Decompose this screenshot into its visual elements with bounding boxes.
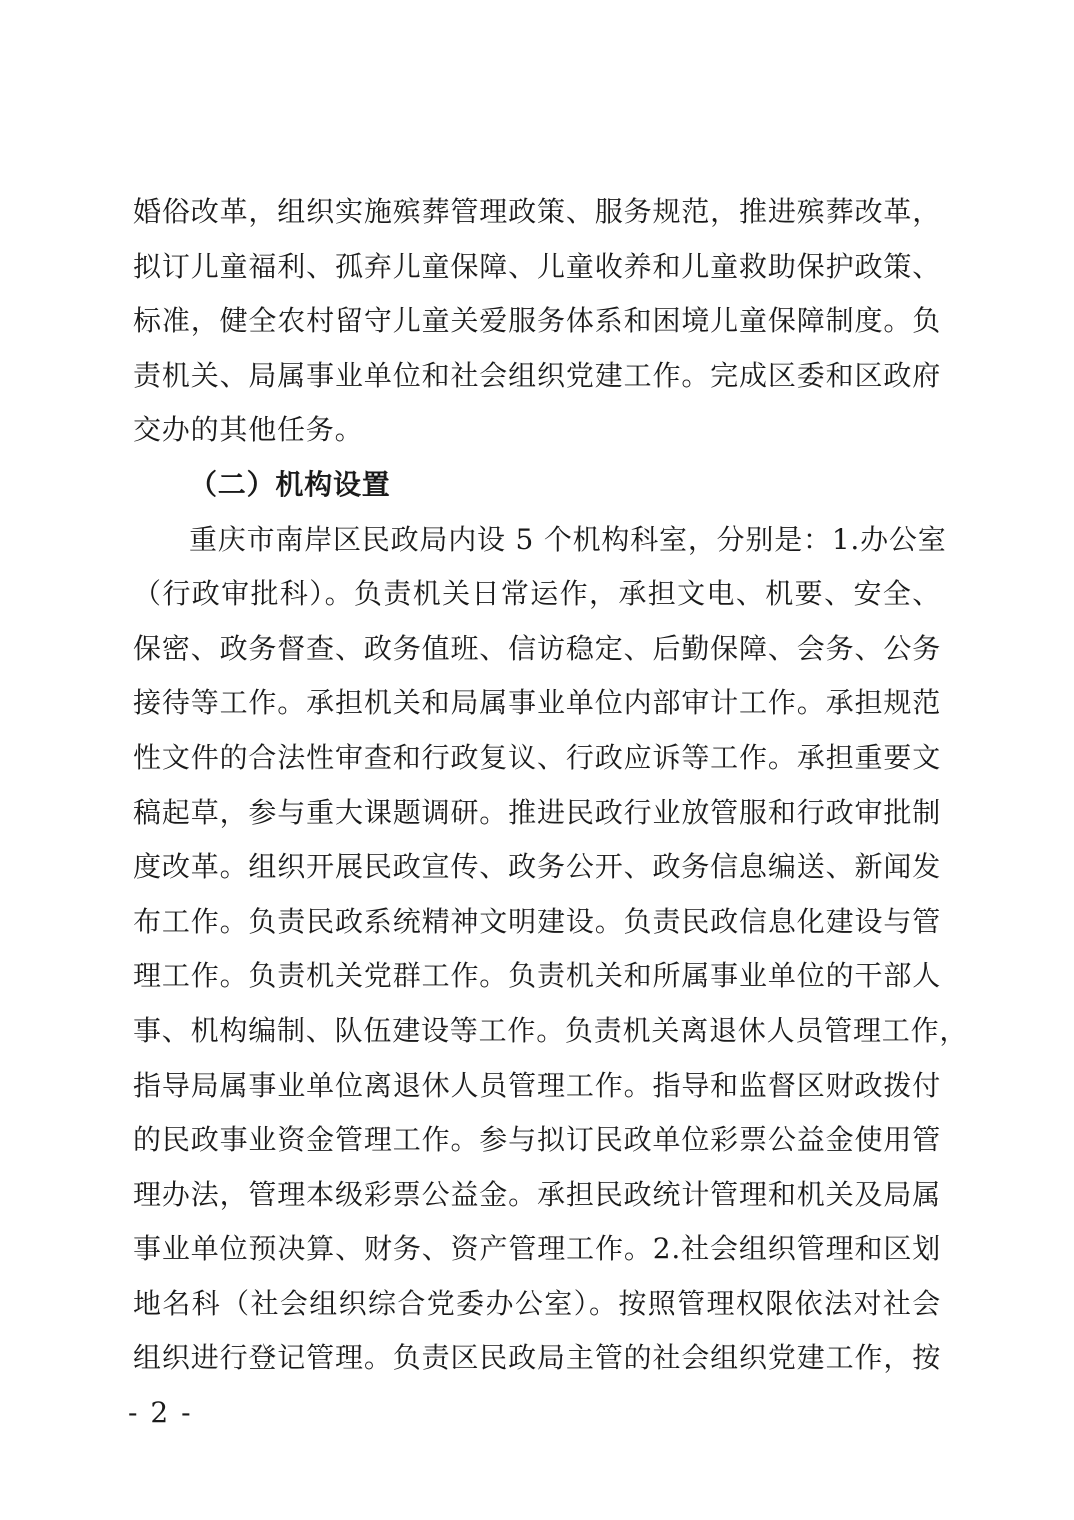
- text-line: 理办法，管理本级彩票公益金。承担民政统计管理和机关及局属: [133, 1177, 941, 1211]
- text-line: 保密、政务督查、政务值班、信访稳定、后勤保障、会务、公务: [133, 631, 941, 665]
- body-text: [133, 185, 969, 1386]
- text-line: 重庆市南岸区民政局内设 5 个机构科室，分别是：1.办公室: [189, 522, 947, 556]
- text-line: 婚俗改革，组织实施殡葬管理政策、服务规范，推进殡葬改革，: [133, 195, 941, 228]
- text-line: 拟订儿童福利、孤弃儿童保障、儿童收养和儿童救助保护政策、: [133, 249, 941, 283]
- text-line: 稿起草，参与重大课题调研。推进民政行业放管服和行政审批制: [133, 795, 941, 829]
- text-line: （行政审批科）。负责机关日常运作，承担文电、机要、安全、: [133, 577, 941, 611]
- section-heading: （二）机构设置: [189, 467, 391, 501]
- text-line: 指导局属事业单位离退休人员管理工作。指导和监督区财政拨付: [133, 1068, 941, 1102]
- text-line: 地名科（社会组织综合党委办公室）。按照管理权限依法对社会: [133, 1286, 941, 1320]
- text-line: 事、机构编制、队伍建设等工作。负责机关离退休人员管理工作，: [133, 1013, 969, 1047]
- text-line: 组织进行登记管理。负责区民政局主管的社会组织党建工作，按: [133, 1341, 941, 1375]
- text-line: 责机关、局属事业单位和社会组织党建工作。完成区委和区政府: [133, 358, 941, 392]
- text-line: 的民政事业资金管理工作。参与拟订民政单位彩票公益金使用管: [133, 1123, 941, 1157]
- text-line: 事业单位预决算、财务、资产管理工作。2.社会组织管理和区划: [133, 1232, 941, 1266]
- text-line: 接待等工作。承担机关和局属事业单位内部审计工作。承担规范: [133, 686, 941, 720]
- text-line: 标准，健全农村留守儿童关爱服务体系和困境儿童保障制度。负: [133, 304, 941, 338]
- text-line: 理工作。负责机关党群工作。负责机关和所属事业单位的干部人: [133, 959, 941, 993]
- page-number: - 2 -: [128, 1396, 193, 1429]
- text-line: 布工作。负责民政系统精神文明建设。负责民政信息化建设与管: [133, 904, 941, 938]
- text-line: 交办的其他任务。: [133, 413, 364, 447]
- text-line: 度改革。组织开展民政宣传、政务公开、政务信息编送、新闻发: [133, 850, 941, 884]
- text-line: 性文件的合法性审查和行政复议、行政应诉等工作。承担重要文: [133, 740, 941, 774]
